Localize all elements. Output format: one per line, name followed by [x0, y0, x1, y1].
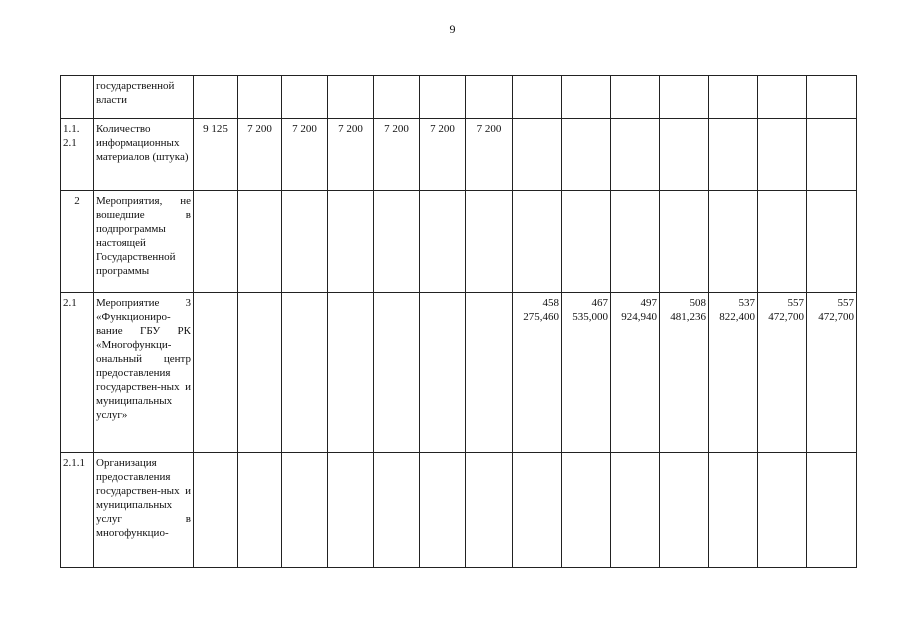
table-cell [328, 76, 374, 119]
row-number: 2 [61, 191, 94, 293]
table-cell [562, 191, 611, 293]
table-cell [807, 191, 857, 293]
table-cell: 7 200 [282, 119, 328, 191]
table-cell [709, 119, 758, 191]
table-cell [660, 453, 709, 568]
table-cell [660, 76, 709, 119]
table-cell [466, 191, 513, 293]
table-cell [513, 191, 562, 293]
table-cell [420, 76, 466, 119]
table-cell [282, 76, 328, 119]
table-row [61, 76, 857, 119]
table-cell [562, 453, 611, 568]
table-cell [611, 453, 660, 568]
table-cell [328, 191, 374, 293]
table-cell [238, 76, 282, 119]
program-table [60, 75, 857, 568]
table-cell [562, 76, 611, 119]
table-cell: 9 125 [194, 119, 238, 191]
table-cell [611, 119, 660, 191]
row-number: 2.1.1 [61, 453, 94, 568]
table-cell [807, 76, 857, 119]
table-cell [660, 191, 709, 293]
page-number: 9 [449, 22, 456, 36]
table-cell [611, 191, 660, 293]
row-number: 2.1 [61, 293, 94, 453]
table-cell: 7 200 [374, 119, 420, 191]
table-cell [420, 453, 466, 568]
table-cell [562, 119, 611, 191]
table-cell [466, 453, 513, 568]
row-name: Количество информационных материалов (штука) [94, 119, 194, 191]
table-row [61, 293, 857, 453]
table-cell [513, 453, 562, 568]
table-cell [513, 76, 562, 119]
table-cell [758, 119, 807, 191]
table-cell [709, 191, 758, 293]
table-cell: 497 924,940 [611, 293, 660, 453]
table-cell [194, 293, 238, 453]
table-cell [374, 191, 420, 293]
table-cell [374, 76, 420, 119]
table-cell [282, 453, 328, 568]
row-name: Мероприятия, не вошедшие в подпрограммы настоящей Государственной программы [94, 191, 194, 293]
row-name: государственной власти [94, 76, 194, 119]
table-cell [194, 191, 238, 293]
table-cell [758, 453, 807, 568]
table-row [61, 191, 857, 293]
table-cell [238, 293, 282, 453]
table-cell: 7 200 [466, 119, 513, 191]
table-cell [328, 453, 374, 568]
table-cell [420, 293, 466, 453]
table-cell [238, 453, 282, 568]
table-cell [807, 119, 857, 191]
table-cell [282, 293, 328, 453]
table-cell [238, 191, 282, 293]
table-cell: 7 200 [420, 119, 466, 191]
row-name: Мероприятие 3 «Функциониро-вание ГБУ РК «Многофункци-ональный центр предоставления государствен-ных и муниципальных услуг» [94, 293, 194, 453]
row-number: 1.1. 2.1 [61, 119, 94, 191]
table-cell [709, 76, 758, 119]
table-cell: 458 275,460 [513, 293, 562, 453]
table-cell: 557 472,700 [807, 293, 857, 453]
table-cell [807, 453, 857, 568]
table-cell: 537 822,400 [709, 293, 758, 453]
table-cell: 467 535,000 [562, 293, 611, 453]
table-cell [194, 453, 238, 568]
row-number [61, 76, 94, 119]
table-cell [466, 293, 513, 453]
table-cell: 508 481,236 [660, 293, 709, 453]
table-cell [660, 119, 709, 191]
table-row [61, 453, 857, 568]
table-cell [758, 76, 807, 119]
table-cell [513, 119, 562, 191]
table-cell [466, 76, 513, 119]
table-cell [420, 191, 466, 293]
table-cell [374, 453, 420, 568]
table-cell: 557 472,700 [758, 293, 807, 453]
table-cell: 7 200 [238, 119, 282, 191]
table-cell [194, 76, 238, 119]
table-row [61, 119, 857, 191]
table-cell [282, 191, 328, 293]
table-cell [709, 453, 758, 568]
table-cell [611, 76, 660, 119]
table-cell [758, 191, 807, 293]
table-cell [374, 293, 420, 453]
table-cell: 7 200 [328, 119, 374, 191]
table-cell [328, 293, 374, 453]
row-name: Организация предоставления государствен-ных и муниципальных услуг в многофункцио- [94, 453, 194, 568]
